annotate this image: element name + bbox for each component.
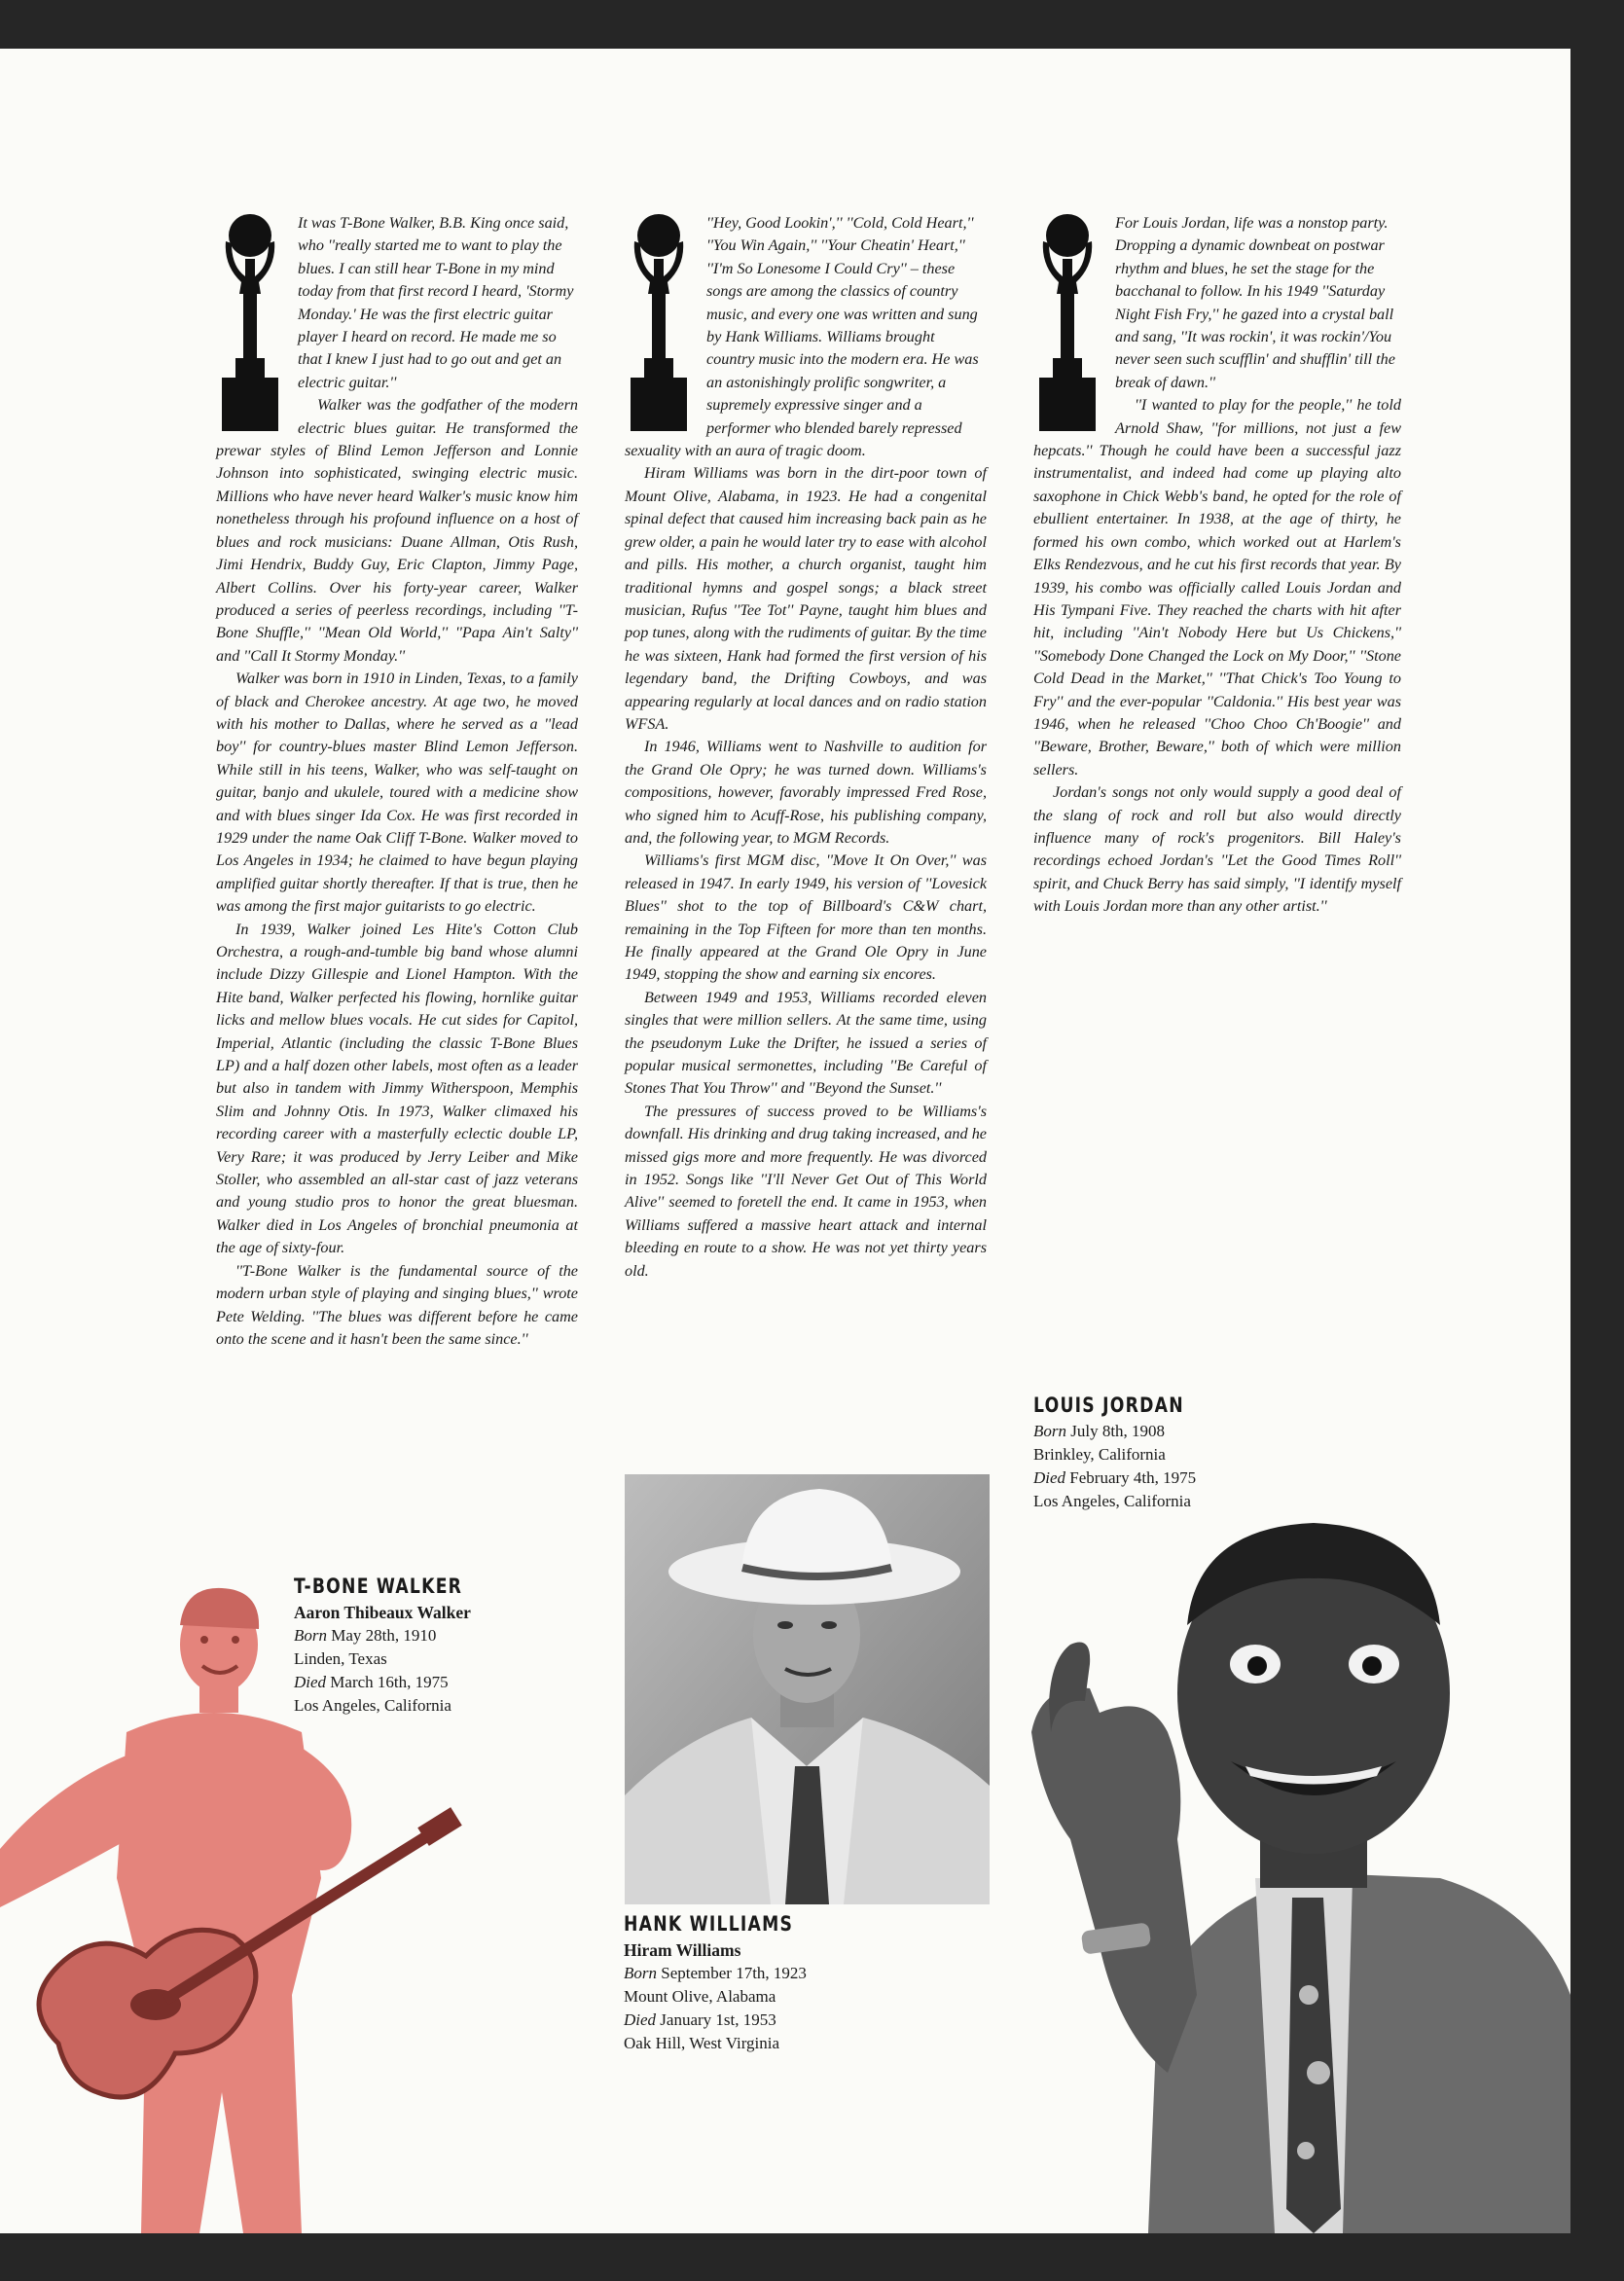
caption-born-place: Linden, Texas (294, 1649, 387, 1668)
column-tbone-walker (216, 212, 578, 1351)
paragraph: It was T-Bone Walker, B.B. King once said, who ''really started me to want to play the blues. I can still hear T-Bone in my mind today from that first record I heard, 'Stormy Monday.' He was the first electric guitar player I heard on record. He made me so that I knew I just had to go out and get an electric guitar.'' (298, 214, 574, 391)
caption-born: Born September 17th, 1923 (624, 1964, 807, 1982)
caption-died: Died January 1st, 1953 (624, 2010, 776, 2029)
caption-name: LOUIS JORDAN (1033, 1394, 1184, 1417)
caption-tbone-walker (294, 1575, 499, 1718)
paragraph: For Louis Jordan, life was a nonstop party. Dropping a dynamic downbeat on postwar rhythm and blues, he set the stage for the bacchanal to follow. In his 1949 ''Saturday Night Fish Fry,'' he gazed into a crystal ball and sang, ''It was rockin', it was rockin'/You never seen such scufflin' and shufflin' till the break of dawn.'' (1115, 214, 1395, 391)
column-louis-jordan (1033, 212, 1401, 919)
caption-real-name: Aaron Thibeaux Walker (294, 1603, 471, 1622)
award-statuette-icon (1033, 212, 1101, 431)
caption-died-place: Los Angeles, California (1033, 1492, 1191, 1510)
hank-williams-photo (625, 1474, 990, 1904)
paragraph: Walker was the godfather of the modern electric blues guitar. He transformed the prewar styles of Blind Lemon Jefferson and Lonnie Johnson into sophisticated, swinging electric music. Millions who have never heard Walker's music know him nonetheless through his profound influence on a host of blues and rock musicians: Duane Allman, Otis Rush, Jimi Hendrix, Buddy Guy, Eric Clapton, Jimmy Page, Albert Collins. Over his forty-year career, Walker produced a series of peerless recordings, including ''T-Bone Shuffle,'' ''Mean Old World,'' ''Papa Ain't Salty'' and ''Call It Stormy Monday.'' (216, 396, 578, 665)
paragraph: Jordan's songs not only would supply a good deal of the slang of rock and roll but also would directly influence many of rock's progenitors. Bill Haley's recordings echoed Jordan's ''Let the Good Times Roll'' spirit, and Chuck Berry has said simply, ''I identify myself with Louis Jordan more than any other artist.'' (1033, 783, 1401, 916)
caption-hank-williams (624, 1912, 830, 2055)
paragraph: The pressures of success proved to be Williams's downfall. His drinking and drug taking increased, and he missed gigs more and more frequently. He was divorced in 1952. Songs like ''I'll Never Get Out of This World Alive'' seemed to foretell the end. It came in 1953, when Williams suffered a massive heart attack and internal bleeding en route to a show. He was not yet thirty years old. (625, 1102, 987, 1280)
paragraph: Walker was born in 1910 in Linden, Texas, to a family of black and Cherokee ancestry. At age two, he moved with his mother to Dallas, where he served as a ''lead boy'' for country-blues master Blind Lemon Jefferson. While still in his teens, Walker, who was self-taught on guitar, banjo and ukulele, toured with a medicine show and with blues singer Ida Cox. He was first recorded in 1929 under the name Oak Cliff T-Bone. Walker moved to Los Angeles in 1934; he claimed to have begun playing amplified guitar shortly thereafter. If that is true, then he was among the first major guitarists to go electric. (216, 670, 578, 916)
caption-born: Born May 28th, 1910 (294, 1626, 437, 1645)
paragraph: ''I wanted to play for the people,'' he told Arnold Shaw, ''for millions, not just a few hepcats.'' Though he could have been a successful jazz instrumentalist, and indeed had come up playing alto saxophone in Chick Webb's band, he opted for the role of ebullient entertainer. In 1938, at the age of thirty, he formed his own combo, which worked out at Harlem's Elks Rendezvous, and he cut his first records that year. By 1939, his combo was officially called Louis Jordan and His Tympani Five. They reached the charts with hit after hit, including ''Ain't Nobody Here but Us Chickens,'' ''Somebody Done Changed the Lock on My Door,'' ''Stone Cold Dead in the Market,'' ''That Chick's Too Young to Fry'' and the ever-popular ''Caldonia.'' His best year was 1946, when he released ''Choo Choo Ch'Boogie'' and ''Beware, Brother, Beware,'' both of which were million sellers. (1033, 396, 1401, 778)
caption-died: Died March 16th, 1975 (294, 1673, 449, 1691)
caption-name: HANK WILLIAMS (624, 1912, 794, 1936)
caption-born-place: Brinkley, California (1033, 1445, 1166, 1464)
paragraph: Between 1949 and 1953, Williams recorded eleven singles that were million sellers. At the same time, using the pseudonym Luke the Drifter, he issued a series of popular musical sermonettes, including ''Be Careful of Stones That You Throw'' and ''Beyond the Sunset.'' (625, 988, 987, 1098)
paragraph: In 1946, Williams went to Nashville to audition for the Grand Ole Opry; he was turned down. Williams's compositions, however, favorably impressed Fred Rose, who signed him to Acuff-Rose, his publishing company, and, the following year, to MGM Records. (625, 738, 987, 847)
caption-died-place: Los Angeles, California (294, 1696, 451, 1715)
paragraph: In 1939, Walker joined Les Hite's Cotton Club Orchestra, a rough-and-tumble big band whose alumni include Dizzy Gillespie and Lionel Hampton. With the Hite band, Walker perfected his flowing, hornlike guitar licks and mellow blues vocals. He cut sides for Capitol, Imperial, Atlantic (including the classic T-Bone Blues LP) and a half dozen other labels, most often as a leader but also in tandem with Jimmy Witherspoon, Memphis Slim and Johnny Otis. In 1973, Walker climaxed his recording career with a masterfully eclectic double LP, Very Rare; it was produced by Jerry Leiber and Mike Stoller, who assembled an all-star cast of jazz veterans and young studio pros to honor the great bluesman. Walker died in Los Angeles of bronchial pneumonia at the age of sixty-four. (216, 920, 578, 1257)
caption-died: Died February 4th, 1975 (1033, 1468, 1197, 1487)
louis-jordan-photo (1031, 1489, 1570, 2233)
column-hank-williams (625, 212, 987, 1283)
paragraph: ''T-Bone Walker is the fundamental source of the modern urban style of playing and singing blues,'' wrote Pete Welding. ''The blues was different before he came onto the scene and it hasn't been the same since.'' (216, 1261, 578, 1348)
caption-born-place: Mount Olive, Alabama (624, 1987, 776, 2006)
caption-name: T-BONE WALKER (294, 1575, 463, 1598)
paragraph: Hiram Williams was born in the dirt-poor town of Mount Olive, Alabama, in 1923. He had a congenital spinal defect that caused him increasing back pain as he grew older, a pain he would later try to ease with alcohol and pills. His mother, a church organist, taught him traditional hymns and gospel songs; a black street musician, Rufus ''Tee Tot'' Payne, taught him blues and pop tunes, along with the rudiments of guitar. By the time he was sixteen, Hank had formed the first version of his legendary band, the Drifting Cowboys, and was appearing regularly at local dances and on radio station WFSA. (625, 464, 987, 733)
paragraph: ''Hey, Good Lookin','' ''Cold, Cold Heart,'' ''You Win Again,'' ''Your Cheatin' Heart,'' ''I'm So Lonesome I Could Cry'' – these songs are among the classics of country music, and every one was written and sung by Hank Williams. Williams brought country music into the modern era. He was an astonishingly prolific songwriter, a supremely expressive singer and a performer who blended barely repressed sexuality with an aura of tragic doom. (625, 214, 979, 460)
award-statuette-icon (216, 212, 284, 431)
paragraph: Williams's first MGM disc, ''Move It On Over,'' was released in 1947. In early 1949, his version of ''Lovesick Blues'' shot to the top of Billboard's C&W chart, remaining in the Top Fifteen for more than ten months. He finally appeared at the Grand Ole Opry in June 1949, stopping the show and earning six encores. (625, 851, 987, 984)
caption-died-place: Oak Hill, West Virginia (624, 2034, 780, 2052)
award-statuette-icon (625, 212, 693, 431)
caption-real-name: Hiram Williams (624, 1940, 741, 1960)
caption-born: Born July 8th, 1908 (1033, 1422, 1166, 1440)
magazine-page (0, 49, 1570, 2233)
